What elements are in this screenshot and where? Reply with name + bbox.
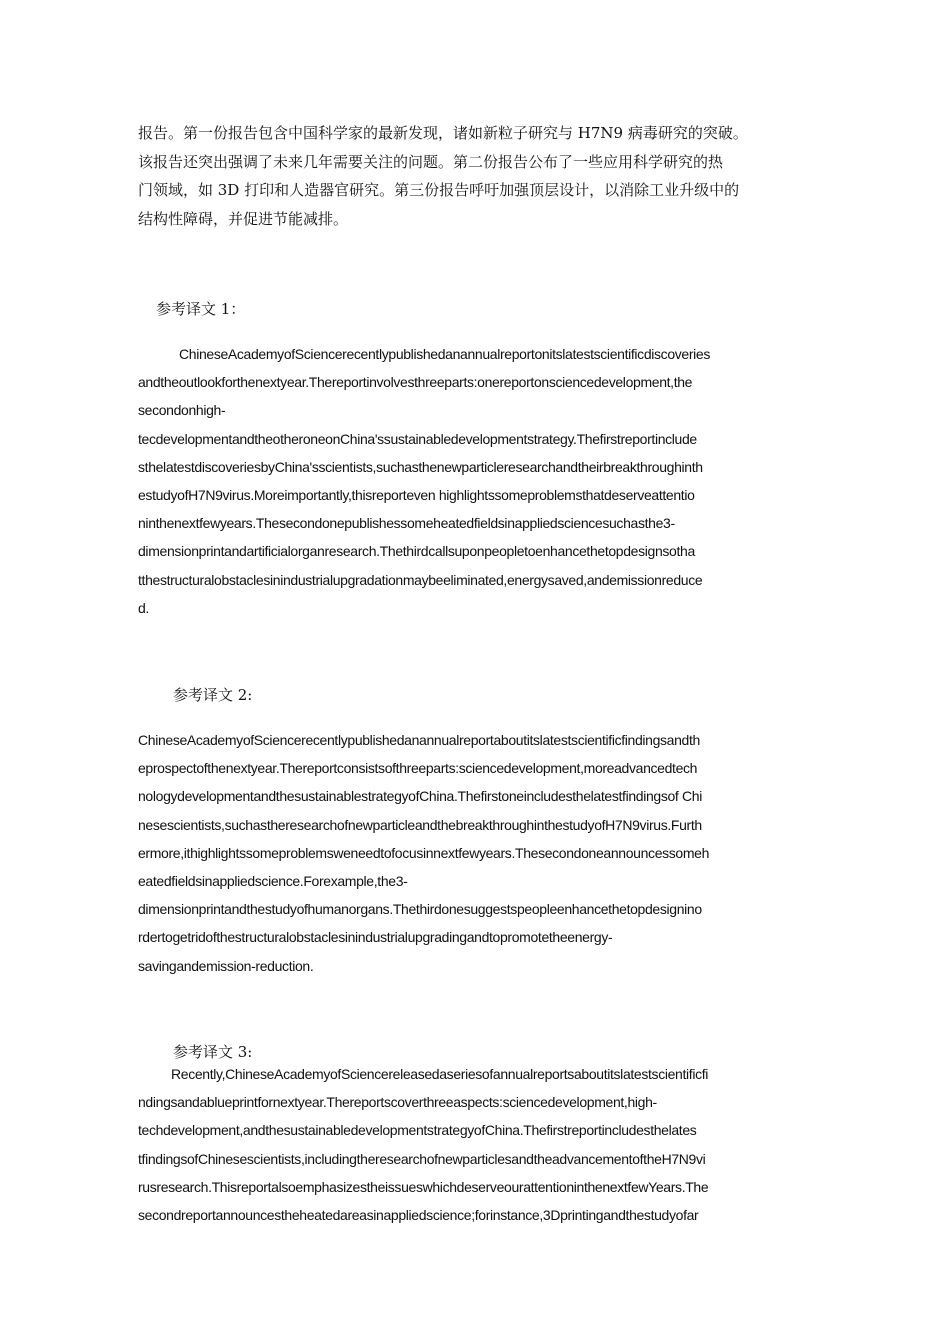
translation-2-line: eatedfieldsinappliedscience.Forexample,the3- — [138, 873, 408, 890]
translation-1-line: dimensionprintandartificialorganresearch.Thethirdcallsuponpeopletoenhancethetopdesignsotha — [138, 543, 695, 560]
intro-line: 该报告还突出强调了未来几年需要关注的问题。第二份报告公布了一些应用科学研究的热 — [138, 152, 724, 171]
translation-3-line: rusresearch.ThisreportalsoemphasizestheissueswhichdeserveourattentioninthenextfewYears.The — [138, 1178, 709, 1195]
translation-2-line: ChineseAcademyofSciencerecentlypublishedanannualreportaboutitslatestscientificfindingsandth — [138, 732, 700, 748]
intro-paragraph — [138, 119, 814, 233]
translation-2-line: ermore,ithighlightssomeproblemsweneedtofocusinnextfewyears.Thesecondoneannouncessomeh — [138, 844, 710, 861]
translation-1-line: tthestructuralobstaclesinindustrialupgradationmaybeeliminated,energysaved,andemissionreduce — [138, 571, 703, 588]
translation-2-line: nologydevelopmentandthesustainablestrategyofChina.Thefirstoneincludesthelatestfindingsof Chi — [138, 788, 702, 805]
translation-2-line: eprospectofthenextyear.Thereportconsistsofthreeparts:sciencedevelopment,moreadvancedtech — [138, 760, 698, 777]
translation-3-line: ndingsandablueprintfornextyear.Thereportscoverthreeaspects:sciencedevelopment,high- — [138, 1094, 657, 1111]
intro-line: 门领域，如 3D 打印和人造器官研究。第三份报告呼吁加强顶层设计，以消除工业升级中的 — [138, 181, 740, 199]
translation-2-heading: 参考译文 2: — [173, 686, 253, 704]
intro-line: 报告。第一份报告包含中国科学家的最新发现，诸如新粒子研究与 H7N9 病毒研究的突破。 — [138, 124, 748, 142]
translation-3-line: techdevelopment,andthesustainabledevelopmentstrategyofChina.Thefirstreportincludesthelates — [138, 1122, 697, 1139]
intro-line: 结构性障碍，并促进节能减排。 — [138, 209, 349, 228]
translation-3-paragraph — [138, 1060, 814, 1229]
translation-2-line: savingandemission-reduction. — [138, 957, 314, 974]
translation-1-line: d. — [138, 599, 149, 616]
translation-1-line: secondonhigh- — [138, 402, 226, 419]
translation-3-line: tfindingsofChinesescientists,includingtheresearchofnewparticlesandtheadvancementoftheH7N9vi — [138, 1150, 706, 1167]
translation-3-line: Recently,ChineseAcademyofSciencereleasedaseriesofannualreportsaboutitslatestscientificfi — [171, 1066, 709, 1082]
translation-1-line: ChineseAcademyofSciencerecentlypublishedanannualreportonitslatestscientificdiscoveries — [179, 346, 710, 362]
translation-2-line: rdertogetridofthestructuralobstaclesinindustrialupgradingandtopromotetheenergy- — [138, 929, 613, 946]
translation-1-line: tecdevelopmentandtheotheroneonChina'ssustainabledevelopmentstrategy.Thefirstreportinclude — [138, 430, 697, 447]
translation-2-paragraph — [138, 726, 814, 980]
translation-3-line: secondreportannouncestheheatedareasinappliedscience;forinstance,3Dprintingandthestudyofar — [138, 1207, 699, 1224]
translation-1-line: sthelatestdiscoveriesbyChina'sscientists,suchasthenewparticleresearchandtheirbreakthroughinth — [138, 458, 703, 475]
translation-2-line: nesescientists,suchastheresearchofnewparticleandthebreakthroughinthestudyofH7N9virus.Furth — [138, 816, 702, 833]
translation-1-heading: 参考译文 1： — [156, 300, 246, 318]
translation-1-paragraph — [138, 340, 814, 622]
translation-3-heading: 参考译文 3: — [173, 1043, 253, 1061]
translation-1-line: andtheoutlookforthenextyear.Thereportinvolvesthreeparts:onereportonsciencedevelopment,the — [138, 374, 693, 391]
translation-2-line: dimensionprintandthestudyofhumanorgans.Thethirdonesuggestspeopleenhancethetopdesignino — [138, 901, 702, 918]
translation-1-line: estudyofH7N9virus.Moreimportantly,thisreporteven highlightssomeproblemsthatdeserveattentio — [138, 487, 695, 504]
translation-1-line: ninthenextfewyears.Thesecondonepublishessomeheatedfieldsinappliedsciencesuchasthe3- — [138, 515, 675, 532]
